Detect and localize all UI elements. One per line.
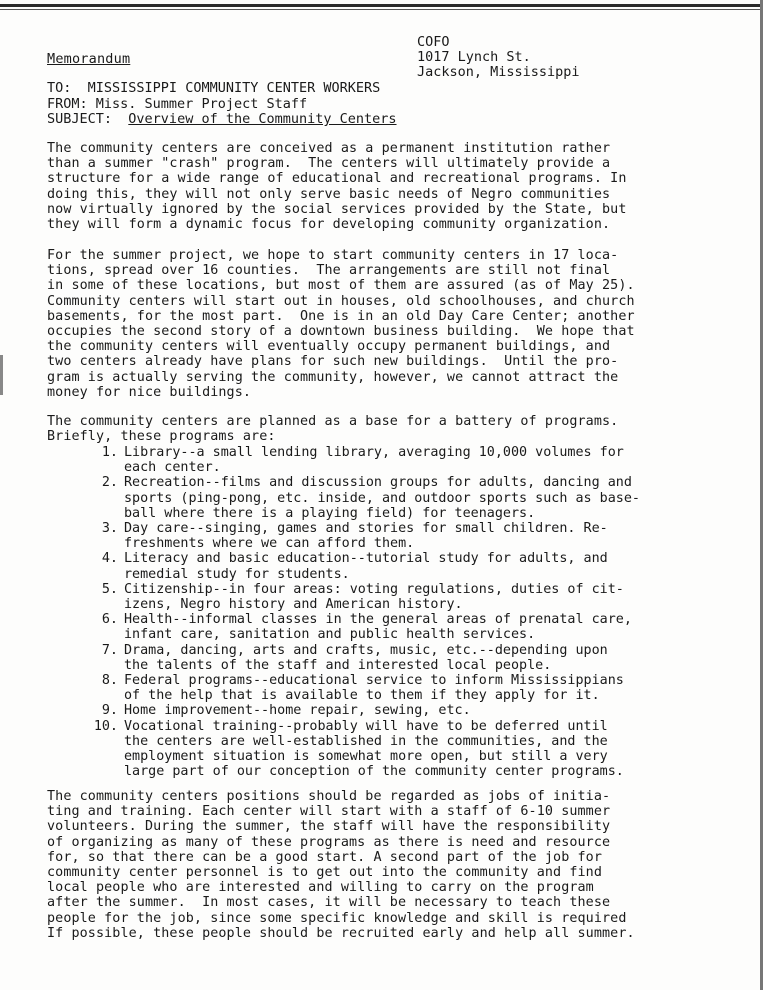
list-number: 1.	[101, 445, 118, 460]
list-item	[78, 673, 708, 703]
list-item-text: infant care, sanitation and public health services.	[124, 627, 536, 643]
list-item	[78, 703, 708, 718]
text-line: tions, spread over 16 counties. The arrangements are still not final	[47, 263, 611, 279]
list-item-text: large part of our conception of the community center programs.	[124, 764, 624, 780]
text-line: volunteers. During the summer, the staff will have the responsibility	[47, 819, 611, 835]
text-line: people for the job, since some specific knowledge and skill is required	[47, 910, 627, 926]
list-item-text: izens, Negro history and American history.	[124, 597, 463, 613]
text-line: structure for a wide range of educational and recreational programs. In	[47, 171, 627, 187]
text-line: If possible, these people should be recruited early and help all summer.	[47, 925, 635, 941]
text-line: for, so that there can be a good start. A second part of the job for	[47, 849, 603, 865]
list-item-text: Federal programs--educational service to inform Mississippians	[124, 673, 624, 689]
list-number: 8.	[101, 673, 118, 689]
from-label: FROM:	[47, 95, 88, 112]
text-line: The community centers positions should be regarded as jobs of initia-	[47, 789, 611, 804]
list-item	[78, 612, 708, 642]
from-line	[47, 97, 397, 113]
from-value: Miss. Summer Project Staff	[95, 95, 308, 112]
list-number: 10.	[93, 718, 118, 734]
list-item-text: Drama, dancing, arts and crafts, music, etc.--depending upon	[124, 642, 608, 658]
list-item-text: Literacy and basic education--tutorial study for adults, and	[124, 551, 608, 567]
memo-header	[47, 81, 397, 128]
top-border-line-thin	[0, 9, 763, 10]
text-line: The community centers are planned as a base for a battery of programs.	[47, 414, 619, 429]
text-line: ting and training. Each center will start with a staff of 6-10 summer	[47, 804, 611, 820]
list-item-text: of the help that is available to them if they apply for it.	[124, 688, 600, 704]
to-label: TO:	[47, 80, 72, 96]
text-line: gram is actually serving the community, however, we cannot attract the	[47, 369, 619, 385]
text-line: Community centers will start out in houses, old schoolhouses, and church	[47, 293, 635, 309]
list-item	[78, 475, 708, 521]
text-line: in some of these locations, but most of them are assured (as of May 25).	[47, 278, 635, 294]
list-item-text: the centers are well-established in the communities, and the	[124, 733, 608, 749]
list-number: 2.	[101, 475, 118, 491]
list-item-text: Citizenship--in four areas: voting regulations, duties of cit-	[124, 581, 624, 597]
paragraph-positions	[47, 789, 707, 941]
list-item-text: Health--informal classes in the general areas of prenatal care,	[124, 612, 632, 628]
list-item-text: remedial study for students.	[124, 566, 350, 582]
sender-address	[417, 35, 580, 80]
subject-label: SUBJECT:	[47, 111, 113, 127]
list-number: 3.	[101, 521, 118, 537]
list-number: 4.	[101, 551, 118, 567]
text-line: now virtually ignored by the social services provided by the State, but	[47, 201, 627, 217]
list-item-text: each center.	[124, 460, 221, 476]
list-item	[78, 551, 708, 581]
list-number: 7.	[101, 642, 118, 658]
to-value: MISSISSIPPI COMMUNITY CENTER WORKERS	[87, 80, 381, 96]
paragraph-intro	[47, 141, 707, 232]
text-line: Briefly, these programs are:	[47, 429, 276, 445]
list-item	[78, 445, 708, 475]
text-line: occupies the second story of a downtown business building. We hope that	[47, 324, 635, 340]
list-number: 9.	[101, 703, 118, 719]
list-item-text: freshments where we can afford them.	[124, 536, 415, 552]
list-item	[78, 643, 708, 673]
text-line: two centers already have plans for such new buildings. Until the pro-	[47, 354, 619, 370]
address-street: 1017 Lynch St.	[417, 49, 531, 65]
text-line: community center personnel is to get out into the community and find	[47, 865, 603, 881]
text-line: basements, for the most part. One is in an old Day Care Center; another	[47, 308, 635, 324]
list-number: 6.	[101, 612, 118, 628]
list-item-text: Home improvement--home repair, sewing, etc.	[124, 703, 471, 719]
memorandum-label: Memorandum	[47, 51, 131, 67]
subject-value: Overview of the Community Centers	[128, 111, 397, 127]
text-line: after the summer. In most cases, it will be necessary to teach these	[47, 895, 611, 911]
list-item	[78, 582, 708, 612]
address-org: COFO	[417, 34, 450, 50]
list-item	[78, 719, 708, 780]
list-item-text: sports (ping-pong, etc. inside, and outdoor sports such as base-	[124, 490, 640, 506]
text-line: doing this, they will not only serve basic needs of Negro communities	[47, 186, 611, 202]
list-item	[78, 521, 708, 551]
paragraph-locations	[47, 248, 707, 400]
text-line: than a summer "crash" program. The centers will ultimately provide a	[47, 156, 611, 172]
top-border-line	[0, 4, 763, 7]
text-line: money for nice buildings.	[47, 384, 252, 400]
text-line: the community centers will eventually occupy permanent buildings, and	[47, 339, 611, 355]
subject-line	[47, 112, 397, 128]
text-line: they will form a dynamic focus for developing community organization.	[47, 217, 611, 233]
list-item-text: Day care--singing, games and stories for small children. Re-	[124, 521, 608, 537]
list-item-text: ball where there is a playing field) for teenagers.	[124, 505, 536, 521]
text-line: of organizing as many of these programs as there is need and resource	[47, 834, 611, 850]
list-item-text: Recreation--films and discussion groups for adults, dancing and	[124, 475, 632, 491]
list-item-text: Library--a small lending library, averaging 10,000 volumes for	[124, 445, 624, 460]
to-line	[47, 81, 397, 97]
text-line: The community centers are conceived as a permanent institution rather	[47, 141, 611, 156]
programs-list	[78, 445, 708, 779]
text-line: For the summer project, we hope to start community centers in 17 loca-	[47, 248, 619, 263]
list-item-text: Vocational training--probably will have to be deferred until	[124, 718, 608, 734]
address-city: Jackson, Mississippi	[417, 64, 580, 80]
paragraph-programs-intro	[47, 414, 707, 444]
list-item-text: employment situation is somewhat more open, but still a very	[124, 749, 608, 765]
text-line: local people who are interested and willing to carry on the program	[47, 880, 594, 896]
left-margin-mark	[0, 355, 3, 395]
list-item-text: the talents of the staff and interested local people.	[124, 657, 552, 673]
list-number: 5.	[101, 581, 118, 597]
